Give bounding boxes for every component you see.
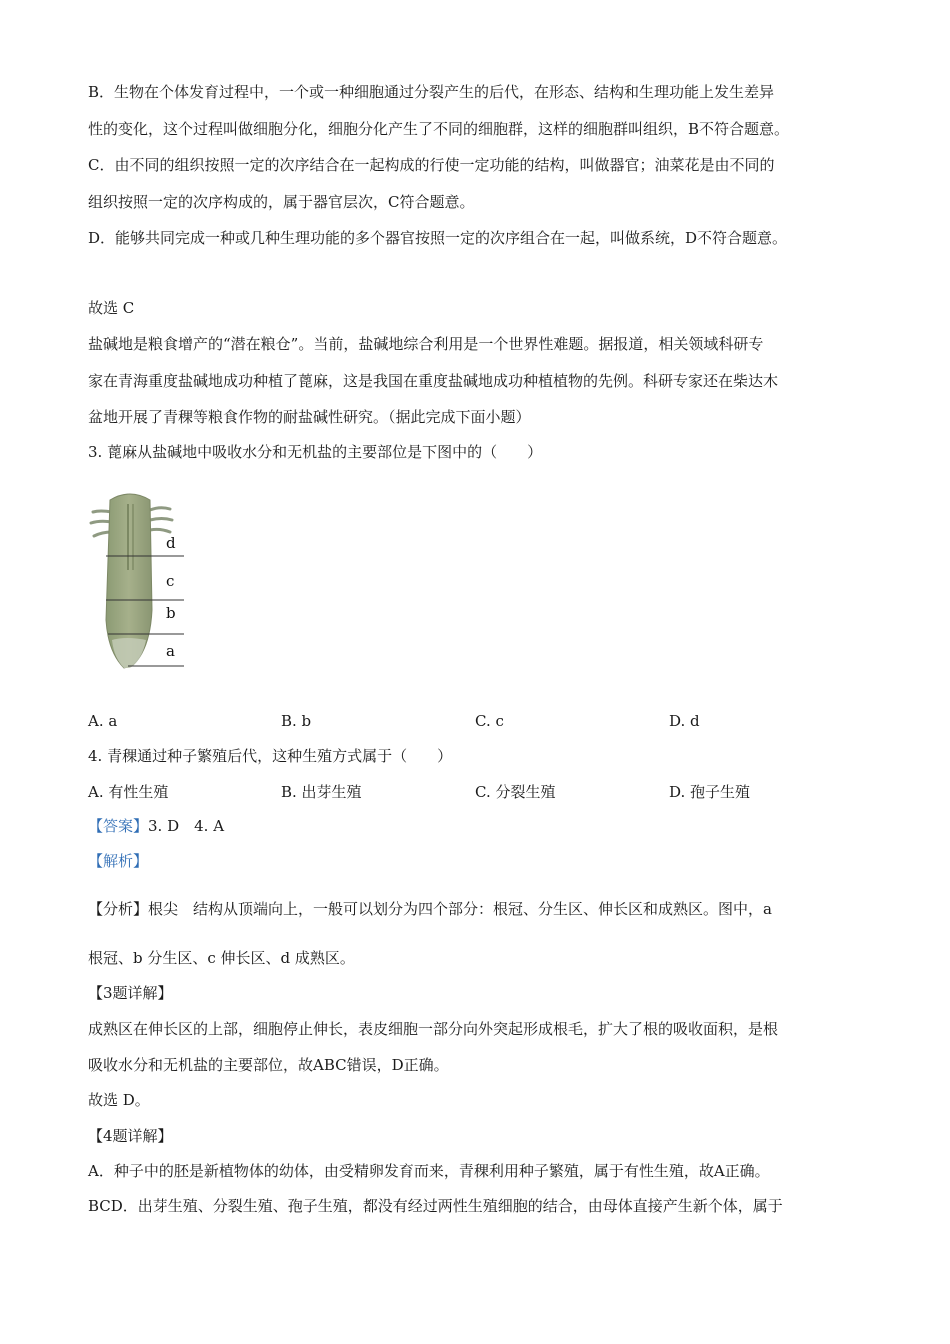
analysis-line [88,899,772,919]
detail-4-line: BCD．出芽生殖、分裂生殖、孢子生殖，都没有经过两性生殖细胞的结合，由母体直接产生新个体，属于 [88,1197,783,1215]
answer-line [88,816,224,836]
zone-label-a: a [166,642,175,660]
intro-line: D．能够共同完成一种或几种生理功能的多个器官按照一定的次序组合在一起，叫做系统，D不符合题意。 [88,229,788,247]
detail-3-title: 【3题详解】 [88,984,173,1002]
q3-option-a[interactable]: A. a [88,712,118,730]
answer-tag: 【答案】 [88,817,149,835]
detail-3-conclusion: 故选 D。 [88,1091,150,1109]
q4-option-c[interactable]: C. 分裂生殖 [475,783,556,801]
passage-line: 盆地开展了青稞等粮食作物的耐盐碱性研究。（据此完成下面小题） [88,408,531,426]
q3-option-c[interactable]: C. c [475,712,504,730]
passage-line: 家在青海重度盐碱地成功种植了蓖麻，这是我国在重度盐碱地成功种植植物的先例。科研专家还在柴达木 [88,372,779,390]
detail-4-title: 【4题详解】 [88,1127,173,1145]
detail-4-line: A．种子中的胚是新植物体的幼体，由受精卵发育而来，青稞利用种子繁殖，属于有性生殖，故A正确。 [88,1162,770,1180]
zone-label-d: d [166,534,176,552]
intro-line: 组织按照一定的次序构成的，属于器官层次，C符合题意。 [88,193,475,211]
prev-answer: 故选 C [88,299,135,317]
answer-text: 3. D 4. A [148,817,225,835]
detail-3-line: 吸收水分和无机盐的主要部位，故ABC错误，D正确。 [88,1056,449,1074]
q4-option-b[interactable]: B. 出芽生殖 [281,783,362,801]
analysis-line-2: 根冠、b 分生区、c 伸长区、d 成熟区。 [88,949,355,967]
question-4-stem: 4. 青稞通过种子繁殖后代，这种生殖方式属于（ ） [88,747,453,765]
question-3-stem: 3. 蓖麻从盐碱地中吸收水分和无机盐的主要部位是下图中的（ ） [88,443,543,461]
analysis-tag: 【解析】 [88,852,149,870]
q4-option-a[interactable]: A. 有性生殖 [88,783,169,801]
q3-option-b[interactable]: B. b [281,712,312,730]
detail-3-line: 成熟区在伸长区的上部，细胞停止伸长，表皮细胞一部分向外突起形成根毛，扩大了根的吸收面积，是根 [88,1020,779,1038]
intro-line: B．生物在个体发育过程中，一个或一种细胞通过分裂产生的后代，在形态、结构和生理功能上发生差异 [88,83,775,101]
q3-option-d[interactable]: D. d [669,712,700,730]
zone-label-b: b [166,604,176,622]
root-tip-figure [88,490,188,672]
analysis-subtag: 【分析】 [88,900,149,918]
root-cap [112,638,146,668]
q4-option-d[interactable]: D. 孢子生殖 [669,783,751,801]
passage-line: 盐碱地是粮食增产的“潜在粮仓”。当前，盐碱地综合利用是一个世界性难题。据报道，相关领域科研专 [88,335,764,353]
zone-label-c: c [166,572,175,590]
analysis-text: 根尖 结构从顶端向上，一般可以划分为四个部分：根冠、分生区、伸长区和成熟区。图中，a [148,900,772,918]
intro-line: 性的变化，这个过程叫做细胞分化，细胞分化产生了不同的细胞群，这样的细胞群叫组织，B不符合题意。 [88,120,790,138]
intro-line: C．由不同的组织按照一定的次序结合在一起构成的行使一定功能的结构，叫做器官；油菜花是由不同的 [88,156,775,174]
